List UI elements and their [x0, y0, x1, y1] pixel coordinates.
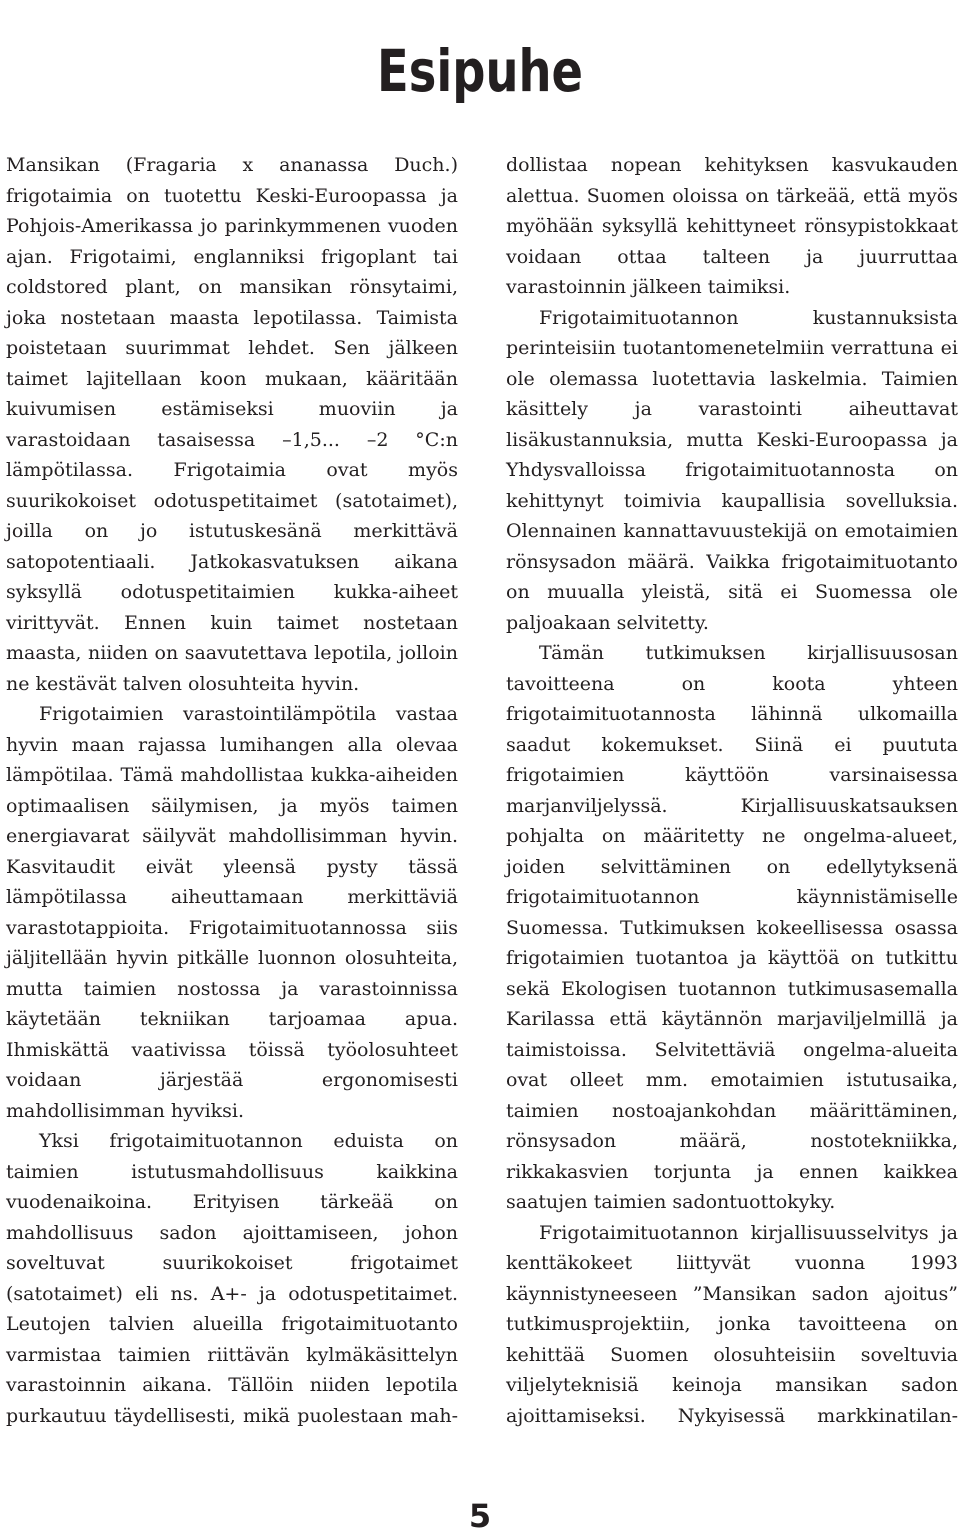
paragraph: dollistaa nopean kehityksen kasvukauden alettua. Suomen oloissa on tärkeää, että myös myöhään syksyllä kehittyneet rönsypistokkaat voidaan ottaa talteen ja juurruttaa varastoinnin jälkeen taimiksi.: [506, 154, 958, 298]
paragraph: Frigotaimituotannon kustannuksista perinteisiin tuotantomenetelmiin verrattuna ei ole olemassa luotettavia laskelmia. Taimien käsittely ja varastointi aiheuttavat lisäkustannuksia, mutta Keski-Euroopassa ja Yhdysvalloissa frigotaimituotannosta on kehittynyt toimivia kaupallisia sovelluksia. Olennainen kannattavuustekijä on emotaimien rönsysadon määrä. Vaikka frigotaimituotanto on muualla yleistä, sitä ei Suomessa ole paljoakaan selvitetty.: [506, 306, 958, 634]
paragraph: Yksi frigotaimituotannon eduista on taimien istutusmahdollisuus kaikkina vuodenaikoina. Erityisen tärkeää on mahdollisuus sadon ajoittamiseen, johon soveltuvat suurikokoiset frigotaimet (satotaimet) eli ns. A+- ja odotuspetitaimet. Leutojen talvien alueilla frigotaimituotanto varmistaa taimien riittävän kylmäkäsittelyn varastoinnin aikana. Tällöin niiden lepotila purkautuu täydellisesti, mikä puolestaan mah-: [6, 1130, 458, 1427]
paragraph: Frigotaimien varastointilämpötila vastaa hyvin maan rajassa lumihangen alla olevaa lämpötilaa. Tämä mahdollistaa kukka-aiheiden optimaalisen säilymisen, ja myös taimen energiavarat säilyvät mahdollisimman hyvin. Kasvitaudit eivät yleensä pysty tässä lämpötilassa aiheuttamaan merkittäviä varastotappioita. Frigotaimituotannossa siis jäljitellään hyvin pitkälle luonnon olosuhteita, mutta taimien nostossa ja varastoinnissa käytetään tekniikan tarjoamaa apua. Ihmiskättä vaativissa töissä työolosuhteet voidaan järjestää ergonomisesti mahdollisimman hyviksi.: [6, 703, 458, 1122]
right-text-column: [506, 150, 958, 1431]
paragraph: Mansikan (Fragaria x ananassa Duch.) frigotaimia on tuotettu Keski-Euroopassa ja Pohjois-Amerikassa jo parinkymmenen vuoden ajan. Frigotaimi, englanniksi frigoplant tai coldstored plant, on mansikan rönsytaimi, joka nostetaan maasta lepotilassa. Taimista poistetaan suurimmat lehdet. Sen jälkeen taimet lajitellaan koon mukaan, kääritään kuivumisen estämiseksi muoviin ja varastoidaan tasaisessa –1,5... –2 °C:n lämpötilassa. Frigotaimia ovat myös suurikokoiset odotuspetitaimet (satotaimet), joilla on jo istutuskesänä merkittävä satopotentiaali. Jatkokasvatuksen aikana syksyllä odotuspetitaimien kukka-aiheet virittyvät. Ennen kuin taimet nostetaan maasta, niiden on saavutettava lepotila, jolloin ne kestävät talven olosuhteita hyvin.: [6, 154, 458, 695]
page-title: Esipuhe: [377, 36, 583, 105]
paragraph: Frigotaimituotannon kirjallisuusselvitys ja kenttäkokeet liittyvät vuonna 1993 käynnistyneeseen ”Mansikan sadon ajoitus” tutkimusprojektiin, jonka tavoitteena on kehittää Suomen olosuhteisiin soveltuvia viljelyteknisiä keinoja mansikan sadon ajoittamiseksi. Nykyisessä markkinatilan-: [506, 1221, 958, 1427]
page-number: 5: [468, 1497, 492, 1535]
left-text-column: [6, 150, 458, 1431]
paragraph: Tämän tutkimuksen kirjallisuusosan tavoitteena on koota yhteen frigotaimituotannosta lähinnä ulkomailla saadut kokemukset. Siinä ei puututa frigotaimien käyttöön varsinaisessa marjanviljelyssä. Kirjallisuuskatsauksen pohjalta on määritetty ne ongelma-alueet, joiden selvittäminen on edellytyksenä frigotaimituotannon käynnistämiselle Suomessa. Tutkimuksen kokeellisessa osassa frigotaimien tuotantoa ja käyttöä on tutkittu sekä Ekologisen tuotannon tutkimusasemalla Karilassa että käytännön marjaviljelmillä ja taimistoissa. Selvitettäviä ongelma-alueita ovat olleet mm. emotaimien istutusaika, taimien nostoajankohdan määrittäminen, rönsysadon määrä, nostotekniikka, rikkakasvien torjunta ja ennen kaikkea saatujen taimien sadontuottokyky.: [506, 642, 958, 1213]
